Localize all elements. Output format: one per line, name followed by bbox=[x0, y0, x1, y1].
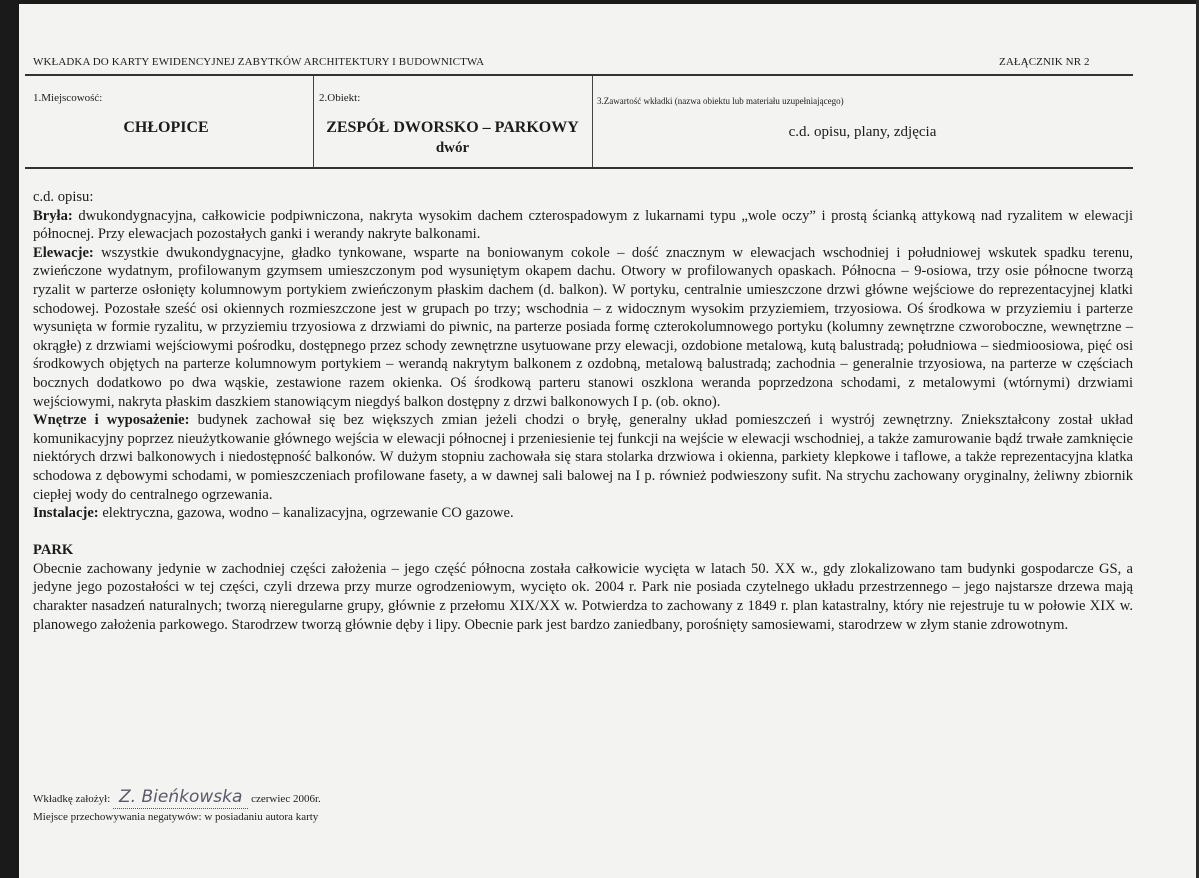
paragraph-wnetrze bbox=[33, 411, 1133, 504]
document-title: WKŁADKA DO KARTY EWIDENCYJNEJ ZABYTKÓW ARCHITEKTURY I BUDOWNICTWA bbox=[33, 56, 485, 68]
description-body bbox=[33, 188, 1133, 634]
object-cell bbox=[313, 118, 592, 158]
place-label: 1.Miejscowość: bbox=[33, 92, 103, 104]
paragraph-elewacje bbox=[33, 244, 1133, 411]
author-line bbox=[33, 786, 321, 809]
paragraph-text: dwukondygnacyjna, całkowicie podpiwniczona, nakryta wysokim dachem czterospadowym z lukarnami typu „wole oczy” i prostą ścianką attykową nad ryzalitem w elewacji północnej. Przy elewacjach pozostałych ganki i werandy nakryte balkonami. bbox=[33, 207, 1133, 243]
park-paragraph: Obecnie zachowany jedynie w zachodniej części założenia – jego część północna została całkowicie wycięta w latach 50. XX w., gdy zlokalizowano tam budynki gospodarcze GS, a jedyne jego pozostałości w tej części, czyli drzewa przy murze ogrodzeniowym, wycięto ok. 2004 r. Park nie posiada czytelnego układu przestrzennego – jego najstarsze drzewa mają charakter nasadzeń naturalnych; tworzą nieregularne grupy, głównie z przełomu XIX/XX w. Potwierdza to zachowany z 1849 r. plan katastralny, który nie rejestruje tu w połowie XIX w. planowego założenia parkowego. Starodrzew tworzą głównie dęby i lipy. Obecnie park jest bardzo zaniedbany, porośnięty samosiewami, starodrzew w złym stanie zdrowotnym. bbox=[33, 560, 1133, 633]
paragraph-bryla bbox=[33, 207, 1133, 244]
object-value: ZESPÓŁ DWORSKO – PARKOWY bbox=[326, 119, 579, 136]
header-bottom-rule bbox=[25, 167, 1133, 169]
object-label: 2.Obiekt: bbox=[319, 92, 361, 104]
author-signature: Z. Bieńkowska bbox=[119, 787, 243, 807]
author-label: Wkładkę założył: bbox=[33, 793, 111, 805]
intro-line: c.d. opisu: bbox=[33, 189, 94, 205]
attachment-number: ZAŁĄCZNIK NR 2 bbox=[999, 56, 1090, 68]
paragraph-label: Wnętrze i wyposażenie: bbox=[33, 412, 190, 429]
place-value: CHŁOPICE bbox=[123, 119, 209, 136]
footer bbox=[33, 786, 321, 825]
negatives-location: Miejsce przechowywania negatywów: w posiadaniu autora karty bbox=[33, 811, 319, 823]
paragraph-label: Instalacje: bbox=[33, 505, 99, 522]
content-label: 3.Zawartość wkładki (nazwa obiektu lub materiału uzupełniającego) bbox=[597, 96, 844, 106]
date-text: czerwiec 2006r. bbox=[251, 793, 321, 805]
header-top-rule bbox=[25, 74, 1133, 76]
document-page bbox=[19, 4, 1196, 878]
place-cell bbox=[19, 118, 313, 138]
paragraph-text: elektryczna, gazowa, wodno – kanalizacyjna, ogrzewanie CO gazowe. bbox=[98, 505, 514, 522]
paragraph-text: wszystkie dwukondygnacyjne, gładko tynkowane, wsparte na boniowanym cokole – dość znacznym w elewacjach wschodniej i południowej wskutek spadku terenu, zwieńczone wydatnym, profilowanym gzymsem umieszczonym pod wysuniętym okapem dachu. Otwory w profilowanych opaskach. Północna – 9-osiowa, trzy osie północne tworzą ryzalit w parterze osłonięty kolumnowym portykiem zwieńczonym płaskim dachem (d. balkon). W portyku, centralnie umieszczone drzwi główne wejściowe do reprezentacyjnej klatki schodowej. Pozostałe sześć osi okiennych rozmieszczone jest w grupach po trzy; wschodnia – z widocznym wysokim przyziemiem, trzyosiowa. Oś środkowa w przyziemiu i parterze wysunięta w formie ryzalitu, w przyziemiu trzyosiowa z drzwiami do piwnic, na parterze posiada formę czterokolumnowego portyku (kolumny zewnętrzne czworoboczne, wewnętrzne – okrągłe) z drzwiami wejściowymi pośrodku, dostępnego przez schody zewnętrzne usytuowane przy elewacji, ozdobione metalową, kutą balustradą; południowa – siedmioosiowa, pięć osi środkowych objętych na parterze kolumnowym portykiem – werandą nakrytym balkonem z ozdobną, metalową balustradą; zachodnia – generalnie trzyosiowa, na parterze w częściach bocznych dodatkowo po dwa wąskie, zestawione razem okienka. Oś środkową parteru stanowi oszklona weranda poprzedzona schodami, z metalowymi (wtórnymi) drzwiami wejściowymi, nakryta płaskim daszkiem stanowiącym niegdyś balkon dostępny z drzwi balkonowych I p. (ob. okno). bbox=[33, 244, 1133, 410]
paragraph-label: Bryła: bbox=[33, 207, 73, 224]
signature-field bbox=[113, 786, 248, 809]
paragraph-label: Elewacje: bbox=[33, 244, 94, 261]
paragraph-instalacje bbox=[33, 504, 1133, 523]
column-divider bbox=[592, 76, 593, 169]
paragraph-text: budynek zachował się bez większych zmian jeżeli chodzi o bryłę, generalny układ pomieszczeń i wystrój zewnętrzny. Zniekształcony został układ komunikacyjny poprzez nieużytkowanie głównego wejścia w elewacji północnej i przeniesienie tej funkcji na wejście w elewacji wschodniej, a także zamurowanie bądź trwałe zamknięcie niektórych drzwi balkonowych i niedostępność balkonów. W dużym stopniu zachowała się stara stolarka drzwiowa i okienna, parkiety klepkowe i taflowe, a także reprezentacyjna klatka schodowa z dębowymi schodami, w pomieszczeniach profilowane fasety, a w dawnej sali balowej na I p. również podwieszony sufit. Na strychu zachowany oryginalny, żeliwny zbiornik ciepłej wody do centralnego ogrzewania. bbox=[33, 412, 1133, 503]
park-heading: PARK bbox=[33, 542, 74, 559]
object-subtitle: dwór bbox=[435, 140, 470, 156]
content-value: c.d. opisu, plany, zdjęcia bbox=[788, 124, 937, 140]
